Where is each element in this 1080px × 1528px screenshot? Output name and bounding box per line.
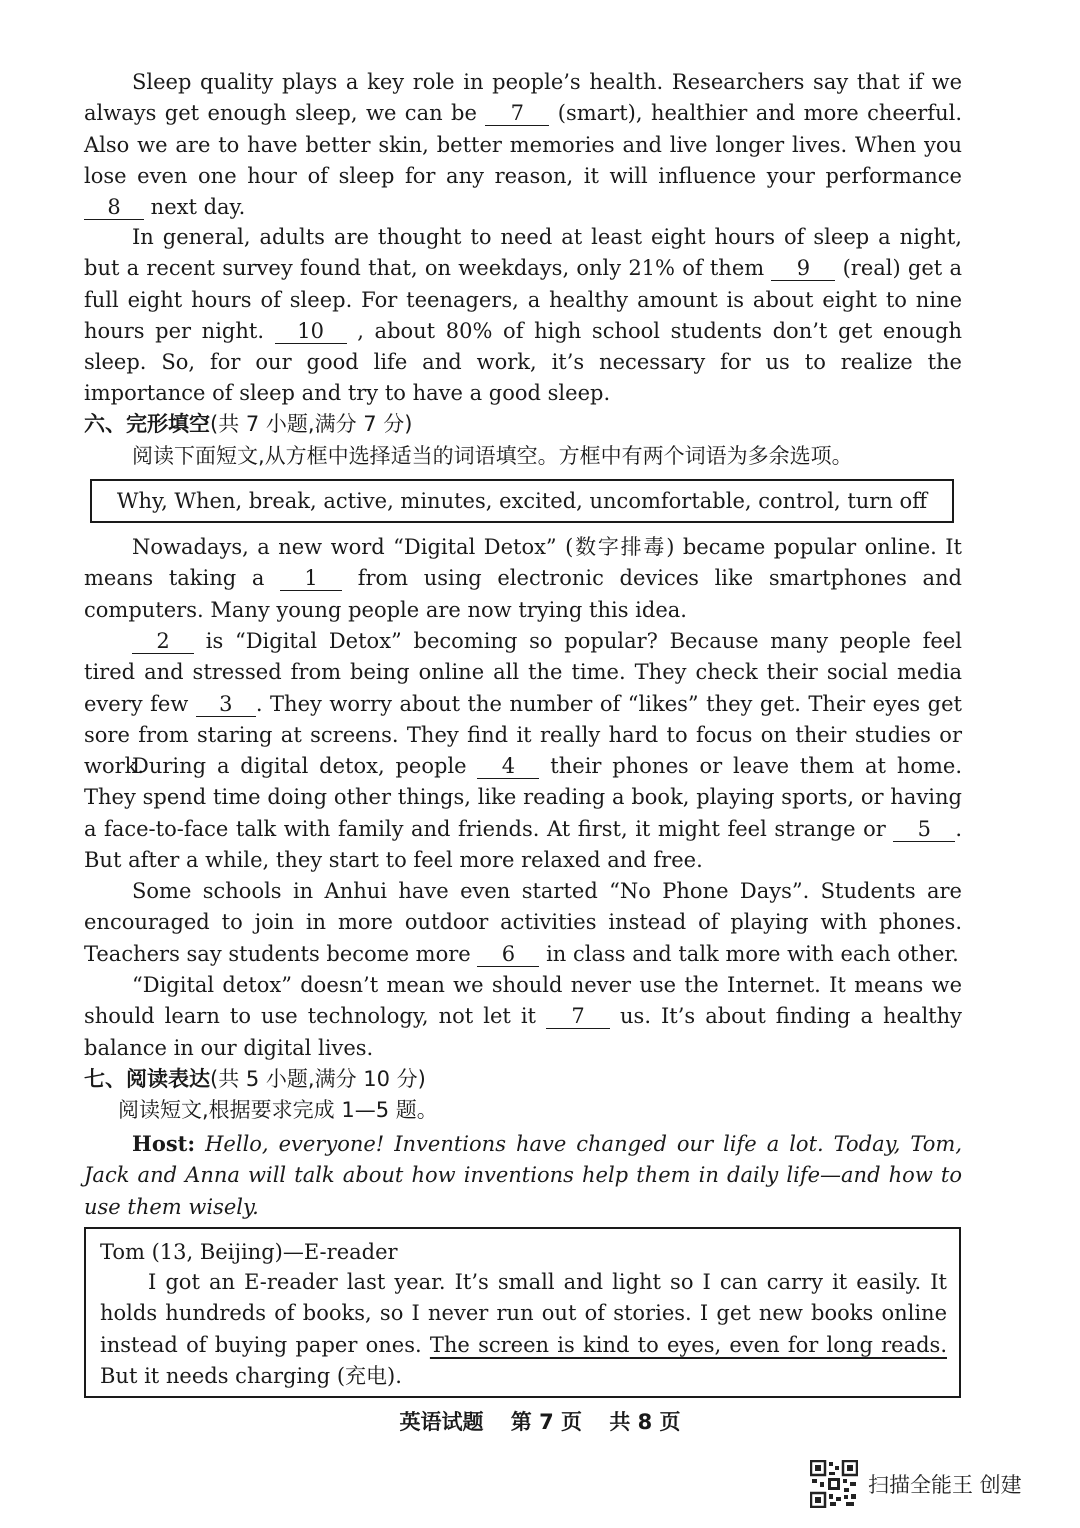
detox-paragraph-4: Some schools in Anhui have even started “No Phone Days”. Students are encouraged to join in more outdoor activities instead of playing with phones. Teachers say students become more 6 in class and talk more with each other. [84, 879, 962, 966]
tom-text: I got an E-reader last year. It’s small and light so I can carry it easily. It holds hundreds of books, so I never run out of stories. I get new books online instead of buying paper ones. The screen is kind to eyes, even for long reads. But it needs charging (充电). [100, 1270, 947, 1388]
section-6-instruction: 阅读下面短文,从方框中选择适当的词语填空。方框中有两个词语为多余选项。 [132, 444, 853, 468]
blank-10: 10 [275, 319, 347, 344]
section-7-instruction: 阅读短文,根据要求完成 1—5 题。 [118, 1098, 438, 1122]
blank-5: 5 [893, 817, 955, 842]
blank-4: 4 [477, 754, 539, 779]
scanner-watermark: 扫描全能王 创建 [868, 1473, 1022, 1497]
section-7-heading: 七、阅读表达(共 5 小题,满分 10 分) [84, 1067, 426, 1091]
blank-1: 1 [280, 566, 342, 591]
blank-7-sleep: 7 [485, 101, 549, 126]
blank-7-detox: 7 [546, 1004, 610, 1029]
blank-3: 3 [196, 692, 256, 717]
detox-paragraph-2: 2 is “Digital Detox” becoming so popular? Because many people feel tired and stressed from being online all the time. They check their social media every few 3 . They worry about the number of “likes” they get. Their eyes get sore from staring at screens. They find it really hard to focus on their studies or work. [84, 629, 962, 779]
detox-paragraph-1: Nowadays, a new word “Digital Detox” (数字排毒) became popular online. It means taking a 1 from using electronic devices like smartphones and computers. Many young people are now trying this idea. [84, 535, 963, 622]
page-footer [0, 1407, 1080, 1437]
section-6-heading: 六、完形填空(共 7 小题,满分 7 分) [84, 412, 413, 436]
detox-paragraph-3: During a digital detox, people 4 their phones or leave them at home. They spend time doing other things, like reading a book, playing sports, or having a face-to-face talk with family and friends. At first, it might feel strange or 5 . But after a while, they start to feel more relaxed and free. [84, 754, 963, 872]
blank-8: 8 [84, 195, 144, 220]
footer-page: 第 7 页 [510, 1410, 582, 1434]
underlined-sentence: The screen is kind to eyes, even for long reads. [429, 1332, 947, 1357]
sleep-paragraph-1: Sleep quality plays a key role in people’s health. Researchers say that if we always get enough sleep, we can be 7 (smart), healthier and more cheerful. Also we are to have better skin, better memories and live longer lives. When you lose even one hour of sleep for any reason, it will influence your performance 8 next day. [84, 70, 962, 220]
host-label: Host: [132, 1131, 196, 1156]
word-box: Why, When, break, active, minutes, excited, uncomfortable, control, turn off [90, 479, 954, 523]
blank-2: 2 [132, 629, 194, 654]
footer-total: 共 8 页 [609, 1410, 681, 1434]
sleep-paragraph-2: In general, adults are thought to need at least eight hours of sleep a night, but a recent survey found that, on weekdays, only 21% of them 9 (real) get a full eight hours of sleep. For teenagers, a healthy amount is about eight to nine hours per night. 10 , about 80% of high school students don’t get enough sleep. So, for our good life and work, it’s necessary for us to realize the importance of sleep and try to have a good sleep. [84, 225, 962, 406]
tom-box [84, 1227, 961, 1398]
footer-subject: 英语试题 [399, 1410, 484, 1434]
blank-6: 6 [477, 942, 539, 967]
blank-9: 9 [771, 256, 835, 281]
tom-heading: Tom (13, Beijing)—E-reader [100, 1240, 398, 1264]
qr-code-icon [810, 1460, 858, 1508]
detox-paragraph-5: “Digital detox” doesn’t mean we should never use the Internet. It means we should learn to use technology, not let it 7 us. It’s about finding a healthy balance in our digital lives. [84, 973, 963, 1060]
host-intro: Host: Hello, everyone! Inventions have changed our life a lot. Today, Tom, Jack and Anna will talk about how inventions help them in daily life—and how to use them wisely. [84, 1131, 962, 1219]
